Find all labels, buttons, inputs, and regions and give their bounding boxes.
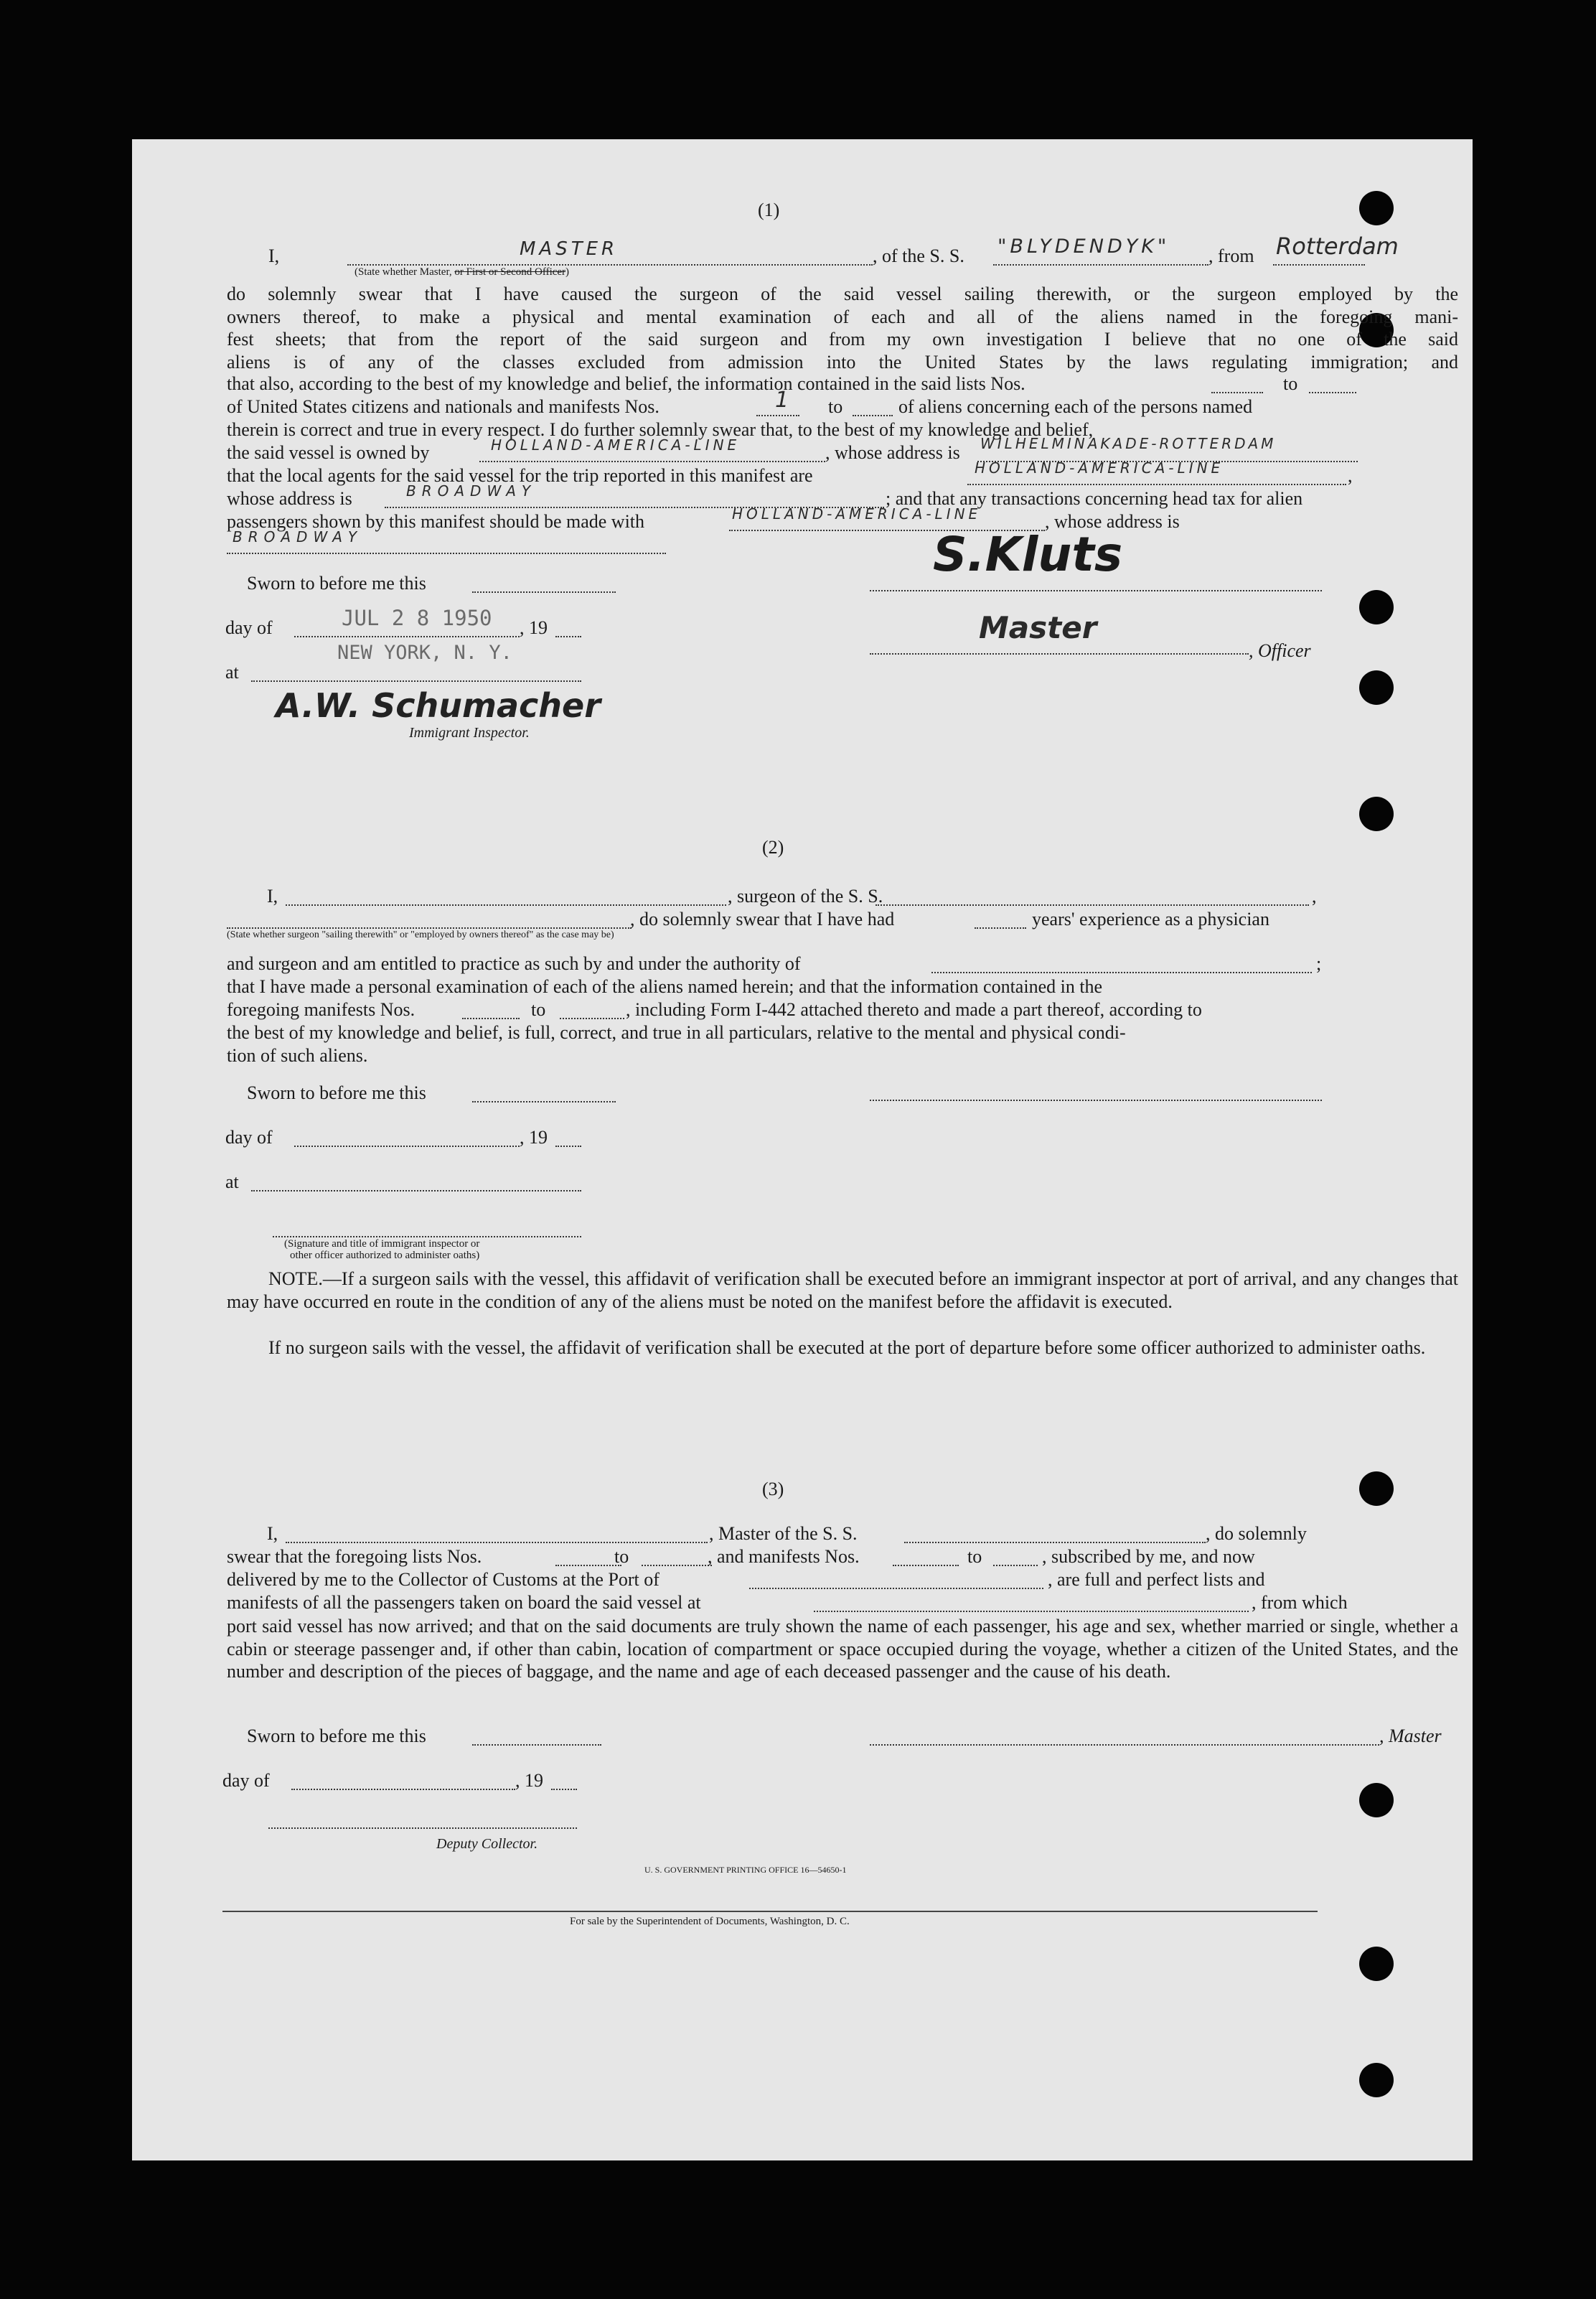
sworn-label: Sworn to before me this [247, 573, 426, 594]
year-line [555, 636, 581, 637]
surgeon-at-line [251, 1190, 581, 1191]
of-the-ss-label: , of the S. S. [873, 245, 964, 266]
years-text: years' experience as a physician [1032, 909, 1269, 930]
collector-lists-perfect: , are full and perfect lists and [1048, 1569, 1265, 1590]
officer-hint-1: (Signature and title of immigrant inspector or [284, 1238, 480, 1250]
inspector-label: Immigrant Inspector. [409, 725, 530, 741]
surgeon-year-label: , 19 [520, 1127, 548, 1148]
deputy-line [268, 1827, 577, 1829]
passengers-address-label: , whose address is [1045, 511, 1180, 532]
surgeon-swear-text: , do solemnly swear that I have had [630, 909, 895, 930]
surgeon-of-label: , surgeon of the S. S. [728, 886, 883, 907]
agents-address-value: BROADWAY [406, 482, 537, 500]
collector-subscribed-text: , subscribed by me, and now [1042, 1546, 1255, 1567]
surgeon-vessel-line [876, 904, 1309, 906]
collector-board-line [814, 1611, 1249, 1612]
passengers-value: HOLLAND-AMERICA-LINE [732, 505, 982, 523]
surgeon-manifests-from-line [462, 1018, 520, 1019]
place-stamp: NEW YORK, N. Y. [337, 642, 512, 664]
vessel-line [993, 264, 1208, 266]
collector-do-solemnly: , do solemnly [1206, 1523, 1307, 1544]
lists-nos-text: that also, according to the best of my knowledge and belief, the information contained in the said lists Nos. [227, 373, 1025, 394]
passengers-address-value: BROADWAY [233, 528, 363, 546]
surgeon-manifests-to: to [531, 999, 546, 1020]
binder-hole-9 [1359, 2063, 1394, 2097]
vessel-name-value: "BLYDENDYK" [998, 235, 1170, 258]
passengers-address-line [227, 553, 666, 554]
section-3-number: (3) [762, 1479, 784, 1499]
collector-lists-to: to [614, 1546, 629, 1567]
surgeon-belief-text: the best of my knowledge and belief, is full, correct, and true in all particulars, relative to the mental and physical condi- [227, 1022, 1126, 1043]
collector-vessel-line [904, 1542, 1206, 1543]
day-line [294, 636, 520, 637]
surgeon-i-label: I, [267, 886, 278, 907]
master-signature: S.Kluts [933, 527, 1123, 582]
agents-label: that the local agents for the said vessel for the trip reported in this manifest are [227, 465, 813, 486]
collector-i-label: I, [267, 1523, 278, 1544]
owner-value: HOLLAND-AMERICA-LINE [491, 436, 741, 454]
collector-manifests-text: , and manifests Nos. [708, 1546, 860, 1567]
officer-label: , Officer [1249, 640, 1311, 661]
note-paragraph-2: If no surgeon sails with the vessel, the affidavit of verification shall be executed at the port of departure before some officer authorized to administer oaths. [268, 1337, 1426, 1358]
day-of-label: day of [225, 617, 273, 638]
officer-hint-2: other officer authorized to administer oaths) [290, 1250, 480, 1261]
port-value: Rotterdam [1276, 233, 1399, 260]
collector-sworn-label: Sworn to before me this [247, 1726, 426, 1746]
rank-value: MASTER [520, 238, 619, 260]
examination-text: that I have made a personal examination of each of the aliens named herein; and that the information contained in the [227, 976, 1103, 997]
sworn-line [472, 591, 616, 593]
binder-hole-4 [1359, 670, 1394, 705]
deputy-label: Deputy Collector. [436, 1836, 538, 1852]
owner-address-label: , whose address is [825, 442, 960, 463]
master-signature-line [870, 590, 1322, 591]
surgeon-sworn-label: Sworn to before me this [247, 1082, 426, 1103]
date-stamp: JUL 2 8 1950 [342, 606, 492, 630]
master-sign-line [870, 1744, 1379, 1746]
lists-to-label: to [1283, 373, 1298, 394]
section-1-number: (1) [758, 200, 780, 220]
further-swear-text: therein is correct and true in every respect. I do further solemnly swear that, to the best of my knowledge and belief, [227, 419, 1094, 440]
collector-manifests-from-line [893, 1565, 959, 1566]
from-label: , from [1208, 245, 1254, 266]
lists-to-line [1309, 392, 1356, 393]
authority-text: and surgeon and am entitled to practice as such by and under the authority of [227, 953, 801, 974]
i-label: I, [268, 245, 280, 266]
collector-from-which: , from which [1252, 1592, 1348, 1613]
owner-address-value: WILHELMINAKADE-ROTTERDAM [980, 435, 1277, 452]
agents-line [967, 484, 1346, 485]
gpo-imprint: U. S. GOVERNMENT PRINTING OFFICE 16—54650-1 [644, 1865, 847, 1875]
manifest-from-value: 1 [775, 388, 793, 413]
lists-from-line [1211, 392, 1263, 393]
authority-line [931, 972, 1312, 973]
surgeon-day-label: day of [225, 1127, 273, 1148]
surgeon-year-line [555, 1146, 581, 1147]
manifests-rest-text: of aliens concerning each of the persons named [898, 396, 1253, 417]
collector-port-text: delivered by me to the Collector of Customs at the Port of [227, 1569, 659, 1590]
surgeon-manifests-text: foregoing manifests Nos. [227, 999, 416, 1020]
collector-lists-from-line [555, 1565, 621, 1566]
binder-hole-6 [1359, 1471, 1394, 1506]
oath-paragraph-1: do solemnly swear that I have caused the surgeon of the said vessel sailing therewith, or the surgeon employed by the owners thereof, to make a physical and mental examination of each and all of the aliens named in the foregoing mani- fest sheets; that from the report of the said surgeon and from my own investigation I believe that no one of the said aliens is of any of the classes excluded from admission into the United States by the laws regulating immigration; and [227, 284, 1458, 373]
sale-imprint: For sale by the Superintendent of Documents, Washington, D. C. [570, 1916, 850, 1927]
surgeon-capacity-hint: (State whether surgeon "sailing therewith" or "employed by owners thereof" as the case may be) [227, 930, 614, 940]
manifest-affidavit-page: (1) I, MASTER (State whether Master, or First or Second Officer) , of the S. S. "BLYDENDYK" , from Rotterdam do solemnly swear that I have caused the surgeon of the said vessel sailing therewith, or the surgeon employed by the owners thereof, to make a physical and mental examination of each and all of the aliens named in the foregoing mani- fest sheets; that from the report of the said surgeon and from my own investigation I believe that no one of the said aliens is of any of the classes excluded from admission into the United States by the laws regulating immigration; and that also, according to the best of my knowledge and belief, the information contained in the said lists Nos. to of United States citizens and nationals and manifests Nos. 1 to of aliens concerning each of the persons named therein is correct and true in every respect. I do further solemnly swear that, to the best of my knowledge and belief, the said vessel is owned by HOLLAND-AMERICA-LINE , whose address is WILHELMINAKADE-ROTTERDAM that the local agents for the said vessel for the trip reported in this manifest are HOLLAND-AMERICA-LINE , whose address is BROADWAY ; and that any transactions concerning head tax for alien passengers shown by this manifest should be made with HOLLAND-AMERICA-LINE , whose address is BROADWAY Sworn to before me this day of JUL 2 8 1950 , 19 NEW YORK, N. Y. at A.W. Schumacher Immigrant Inspector. S.Kluts Master , Officer (2) I, , surgeon of the S. S. , , do solemnly swear that I have had years' experience as a physician (State whether surgeon "sailing therewith" or "employed by owners thereof" as the case may be) and surgeon and am entitled to practice as such by and under the authority of ; that I have made a personal examination of each of the aliens named herein; and that the information contained in the foregoing manifests Nos. to , including Form I-442 attached thereto and made a part thereof, according to the best of my knowledge and belief, is full, correct, and true in all particulars, relative to the mental and physical condi- tion of such aliens. Sworn to before me this day of , 19 at (Signature and title of immigrant inspector or other officer authorized to administer oaths) NOTE.—If a surgeon sails with the vessel, this affidavit of verification shall be executed before an immigrant inspector at port of arrival, and any changes that may have occurred en route in the condition of any of the aliens must be noted on the manifest before the affidavit is executed. If no surgeon sails with the vessel, the affidavit of verification shall be executed at the port of departure before some officer authorized to administer oaths. (3) I, , Master of the S. S. , do solemnly swear that the foregoing lists Nos. to , and manifests Nos. to , subscribed by me, and now delivered by me to the Collector of Customs at the Port of , are full and perfect lists and manifests of all the passengers taken on board the said vessel at , from which port said vessel has now arrived; and that on the said documents are truly shown the name of each passenger, his age and sex, whether married or single, whether a cabin or steerage passenger and, if other than cabin, location of compartment or space occupied during the voyage, whether a citizen of the United States, and the number and description of the pieces of baggage, and the name and age of each deceased passenger and the cause of his death. Sworn to before me this , Master day of , 19 Deputy Collector. U. S. GOVERNMENT PRINTING OFFICE 16—54650-1 For sale by the Superintendent of Documents, Washington, D. C. [132, 139, 1473, 2160]
year-label: , 19 [520, 617, 548, 638]
surgeon-at-label: at [225, 1171, 239, 1192]
binder-hole-5 [1359, 797, 1394, 831]
binder-hole-3 [1359, 590, 1394, 624]
manifests-from-line [756, 415, 799, 416]
manifests-nos-text: of United States citizens and nationals and manifests Nos. [227, 396, 659, 417]
collector-day-line [291, 1789, 515, 1790]
manifests-to-line [853, 415, 893, 416]
collector-master-of: , Master of the S. S. [709, 1523, 858, 1544]
collector-manifests-to-line [993, 1565, 1038, 1566]
binder-hole-8 [1359, 1947, 1394, 1981]
surgeon-name-line [286, 904, 726, 906]
footer-rule [222, 1911, 1318, 1912]
collector-port-line [749, 1588, 1043, 1589]
rank-hint: (State whether Master, or First or Second Officer) [355, 266, 570, 278]
collector-master-line [286, 1542, 708, 1543]
section-2-number: (2) [762, 837, 784, 858]
officer-title-line [870, 653, 1249, 655]
head-tax-text: ; and that any transactions concerning head tax for alien [886, 488, 1303, 509]
surgeon-day-line [294, 1146, 520, 1147]
collector-lists-text: swear that the foregoing lists Nos. [227, 1546, 482, 1567]
owned-by-label: the said vessel is owned by [227, 442, 430, 463]
surgeon-manifests-to-line [560, 1018, 624, 1019]
surgeon-tion-text: tion of such aliens. [227, 1045, 368, 1066]
collector-manifests-to: to [967, 1546, 982, 1567]
binder-hole-1 [1359, 191, 1394, 225]
agents-value: HOLLAND-AMERICA-LINE [975, 459, 1224, 477]
inspector-signature: A.W. Schumacher [276, 686, 601, 725]
master-label: , Master [1379, 1726, 1442, 1746]
port-line [1273, 264, 1365, 266]
collector-body-paragraph: port said vessel has now arrived; and that on the said documents are truly shown the name of each passenger, his age and sex, whether married or single, whether a cabin or steerage passenger and, if other than cabin, location of compartment or space occupied during the voyage, whether a citizen of the United States, and the number and description of the pieces of baggage, and the name and age of each deceased passenger and the cause of his death. [227, 1616, 1458, 1682]
at-line [251, 680, 581, 682]
collector-sworn-line [472, 1744, 601, 1746]
collector-year-label: , 19 [515, 1770, 543, 1791]
collector-year-line [551, 1789, 577, 1790]
manifests-to-label: to [828, 396, 843, 417]
officer-title-value: Master [979, 610, 1097, 645]
surgeon-signature-line [870, 1100, 1322, 1101]
at-label: at [225, 662, 239, 683]
years-line [975, 927, 1026, 929]
note-paragraph-1: NOTE.—If a surgeon sails with the vessel, this affidavit of verification shall be executed before an immigrant inspector at port of arrival, and any changes that may have occurred en route in the condition of any of the aliens must be noted on the manifest before the affidavit is executed. [227, 1268, 1458, 1312]
collector-board-text: manifests of all the passengers taken on board the said vessel at [227, 1592, 701, 1613]
surgeon-sworn-line [472, 1101, 616, 1102]
collector-lists-to-line [642, 1565, 712, 1566]
passengers-label: passengers shown by this manifest should be made with [227, 511, 645, 532]
collector-day-label: day of [222, 1770, 270, 1791]
surgeon-manifests-rest: , including Form I-442 attached thereto and made a part thereof, according to [626, 999, 1202, 1020]
binder-hole-7 [1359, 1783, 1394, 1817]
owner-line [479, 461, 825, 462]
agents-address-label: whose address is [227, 488, 352, 509]
